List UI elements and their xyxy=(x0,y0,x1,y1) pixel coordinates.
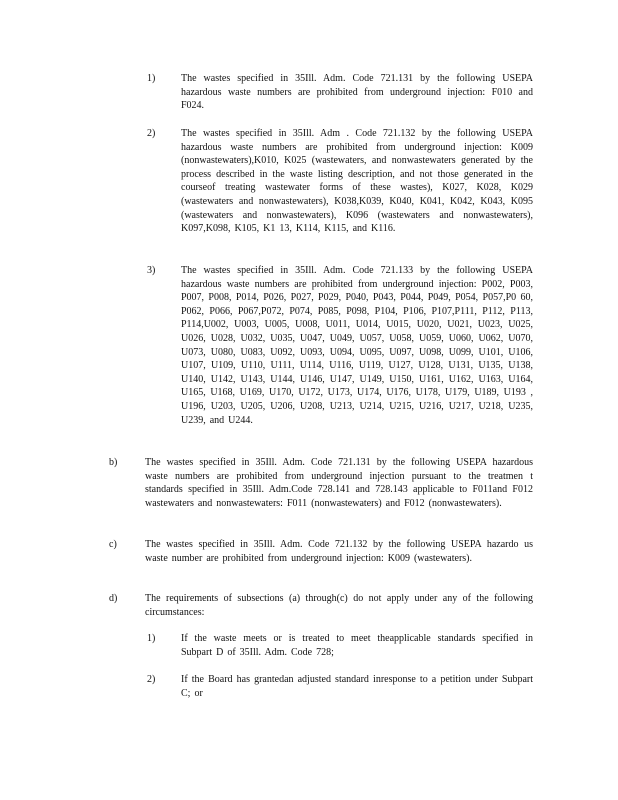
item-label: 1) xyxy=(147,73,156,84)
item-label: 2) xyxy=(147,128,156,139)
item-text: The requirements of subsections (a) through(c) do not apply under any of the following circumstances: xyxy=(145,593,533,618)
item-label: c) xyxy=(109,539,117,550)
item-text: The wastes specified in 35Ill. Adm. Code 721.132 by the following USEPA hazardo us waste number are prohibited from underground injection: K009 (wastewaters). xyxy=(145,539,533,564)
item-text: If the waste meets or is treated to meet theapplicable standards specified in Subpart D of 35Ill. Adm. Code 728; xyxy=(181,633,533,658)
item-label: d) xyxy=(109,593,118,604)
item-label: 2) xyxy=(147,674,156,685)
item-label: 3) xyxy=(147,265,156,276)
item-text: The wastes specified in 35Ill. Adm. Code 721.131 by the following USEPA hazardous waste numbers are prohibited from underground injection pursuant to the treatmen t standards specified in 35Ill. Adm.Code 728.141 and 728.143 applicable to F011and F012 wastewaters and nonwastewaters: F011 (nonwastewaters) and F012 (nonwastewaters). xyxy=(145,457,533,509)
item-text: The wastes specified in 35Ill. Adm . Code 721.132 by the following USEPA hazardous waste numbers are prohibited from underground injection: K009 (nonwastewaters),K010, K025 (wastewaters, and nonwastewaters generated by the process described in the waste listing description, and not those generated in the courseof treating wastewater forms of these wastes), K027, K028, K029 (wastewaters and nonwastewaters), K038,K039, K040, K041, K042, K043, K095 (wastewaters and nonwastewaters), K096 (wastewaters and nonwastewaters), K097,K098, K105, K1 13, K114, K115, and K116. xyxy=(181,128,533,235)
item-text: The wastes specified in 35Ill. Adm. Code 721.133 by the following USEPA hazardous waste numbers are prohibited from underground injection: P002, P003, P007, P008, P014, P026, P027, P029, P040, P043, P044, P049, P054, P057,P0 60, P062, P066, P067,P072, P074, P085, P098, P104, P106, P107,P111, P112, P113, P114,U002, U003, U005, U008, U011, U014, U015, U020, U021, U023, U025, U026, U028, U032, U035, U047, U049, U057, U058, U059, U060, U062, U070, U073, U080, U083, U092, U093, U094, U095, U097, U098, U099, U101, U106, U107, U109, U110, U111, U114, U116, U119, U127, U128, U131, U135, U138, U140, U142, U143, U144, U146, U147, U149, U150, U161, U162, U163, U164, U165, U168, U169, U170, U172, U173, U174, U176, U178, U179, U189, U193 , U196, U203, U205, U206, U208, U213, U214, U215, U216, U217, U218, U235, U239, and U244. xyxy=(181,265,533,426)
item-text: The wastes specified in 35Ill. Adm. Code 721.131 by the following USEPA hazardous waste numbers are prohibited from underground injection: F010 and F024. xyxy=(181,73,533,112)
item-label: b) xyxy=(109,457,118,468)
item-text: If the Board has grantedan adjusted standard inresponse to a petition under Subpart C; or xyxy=(181,674,533,699)
item-label: 1) xyxy=(147,633,156,644)
